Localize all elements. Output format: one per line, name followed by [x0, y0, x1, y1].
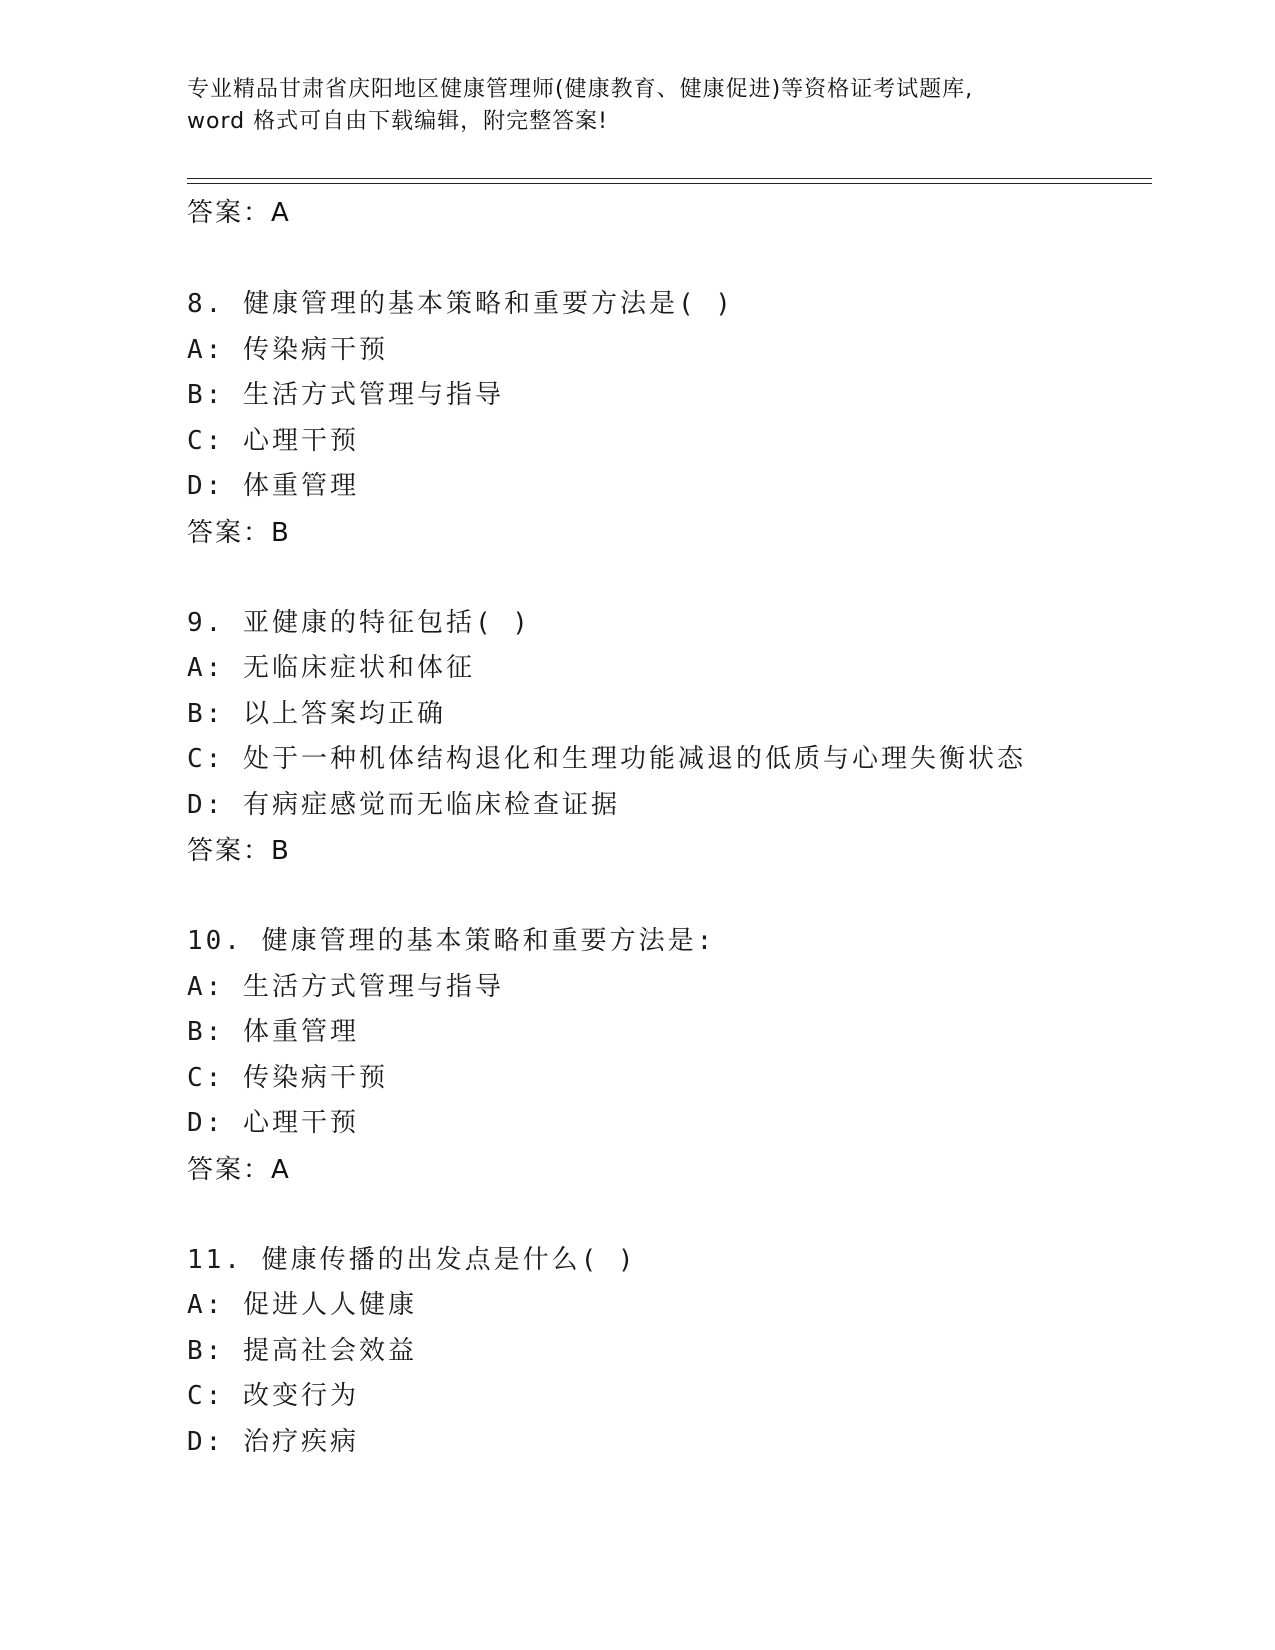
option-a: A: 促进人人健康	[187, 1290, 417, 1320]
document-header	[187, 74, 1087, 138]
option-c: C: 心理干预	[187, 425, 359, 456]
option-d: D: 体重管理	[187, 471, 359, 501]
answer-label: 答案：A	[187, 1154, 291, 1185]
header-line-1: 专业精品甘肃省庆阳地区健康管理师(健康教育、健康促进)等资格证考试题库,	[187, 77, 974, 102]
question-list	[187, 190, 1147, 1465]
question-block	[187, 919, 1147, 1193]
option-b: B: 提高社会效益	[187, 1335, 417, 1366]
question-stem: 11. 健康传播的出发点是什么( )	[187, 1244, 637, 1275]
header-divider-bottom	[187, 183, 1152, 184]
question-stem: 9. 亚健康的特征包括( )	[187, 607, 531, 638]
answer-label: 答案：B	[187, 517, 291, 548]
question-block	[187, 601, 1147, 875]
option-c: C: 改变行为	[187, 1381, 359, 1411]
option-b: B: 生活方式管理与指导	[187, 380, 504, 410]
header-divider-top	[187, 178, 1152, 179]
option-c: C: 传染病干预	[187, 1062, 388, 1093]
option-d: D: 治疗疾病	[187, 1426, 359, 1457]
option-d: D: 心理干预	[187, 1108, 359, 1138]
answer-label: 答案：A	[187, 198, 291, 228]
option-b: B: 体重管理	[187, 1017, 359, 1047]
answer-label: 答案：B	[187, 836, 291, 866]
question-stem: 8. 健康管理的基本策略和重要方法是( )	[187, 289, 734, 319]
question-block	[187, 282, 1147, 556]
option-b: B: 以上答案均正确	[187, 698, 446, 729]
option-a: A: 生活方式管理与指导	[187, 971, 504, 1002]
option-d: D: 有病症感觉而无临床检查证据	[187, 789, 620, 820]
option-c: C: 处于一种机体结构退化和生理功能减退的低质与心理失衡状态	[187, 744, 1026, 774]
option-a: A: 无临床症状和体征	[187, 653, 475, 683]
question-block	[187, 1238, 1147, 1466]
header-line-2: word 格式可自由下载编辑，附完整答案!	[187, 109, 608, 134]
option-a: A: 传染病干预	[187, 334, 388, 365]
question-stem: 10. 健康管理的基本策略和重要方法是:	[187, 926, 716, 956]
